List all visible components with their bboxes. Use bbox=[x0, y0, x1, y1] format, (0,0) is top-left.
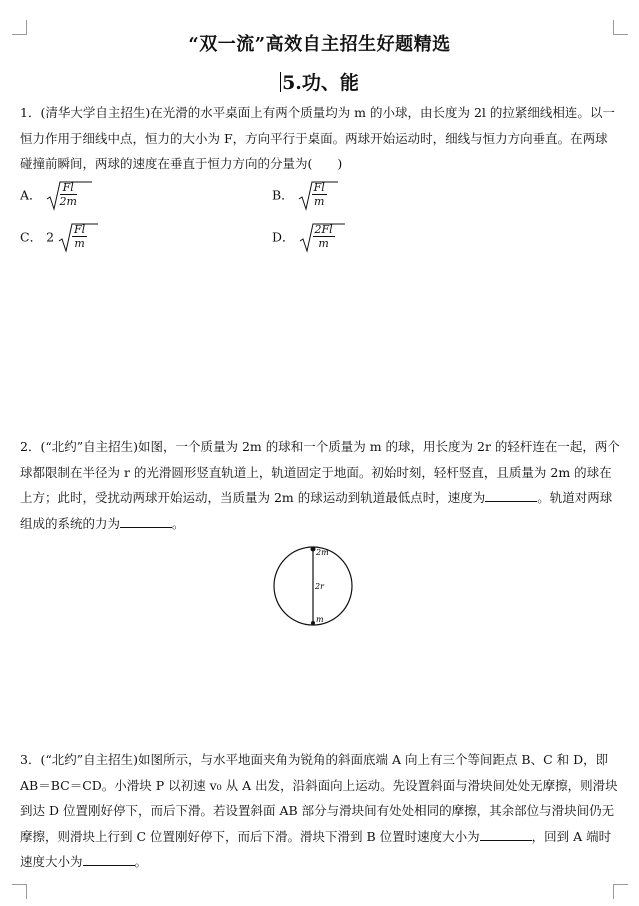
question-3-text bbox=[20, 747, 620, 875]
ball-2m bbox=[311, 547, 316, 552]
question-2-text-c: 。 bbox=[172, 515, 185, 531]
label-2r: 2r bbox=[315, 582, 324, 591]
option-c-denominator: m bbox=[74, 237, 85, 250]
page-corner-mark bbox=[613, 884, 628, 899]
option-d-label: D． bbox=[272, 229, 295, 245]
answer-blank[interactable] bbox=[485, 489, 537, 502]
answer-blank[interactable] bbox=[120, 515, 172, 528]
answer-blank[interactable] bbox=[83, 853, 135, 866]
page-corner-mark bbox=[12, 884, 27, 899]
option-d-formula bbox=[299, 222, 345, 254]
section-title-text: 5.功、能 bbox=[282, 72, 359, 94]
label-m: m bbox=[316, 615, 324, 624]
option-c bbox=[20, 222, 98, 254]
option-d-numerator: 2Fl bbox=[314, 223, 333, 236]
section-title[interactable] bbox=[0, 68, 639, 95]
option-a-denominator: 2m bbox=[59, 195, 77, 208]
option-b-formula bbox=[298, 180, 338, 212]
question-3-text-b: ，回到 A 端时速度大小为 bbox=[20, 828, 612, 869]
option-a bbox=[20, 180, 92, 212]
question-2-text-a: 2．(“北约”自主招生)如图，一个质量为 2m 的球和一个质量为 m 的球，用长度为 2r 的轻杆连在一起，两个球都限制在半径为 r 的光滑圆形竖直轨道上，轨道固定于地面。初始时刻，轻杆竖直，且质量为 2m 的球在上方；此时，受扰动两球开始运动，当质量为 2m 的球运动到轨道最低点时，速度为 bbox=[20, 439, 620, 505]
question-3-text-a: 3．(“北约”自主招生)如图所示，与水平地面夹角为锐角的斜面底端 A 向上有三个等间距点 B、C 和 D，即 AB＝BC＝CD。小滑块 P 以初速 v₀ 从 A 出发，沿斜面向上运动。先设置斜面与滑块间处处无摩擦，则滑块到达 D 位置刚好停下，而后下滑。若设置斜面 AB 部分与滑块间有处处相同的摩擦，其余部位与滑块间仍无摩擦，则滑块上行到 C 位置刚好停下，而后下滑。滑块下滑到 B 位置时速度大小为 bbox=[20, 752, 618, 844]
option-a-numerator: Fl bbox=[60, 181, 77, 195]
option-b-denominator: m bbox=[314, 195, 325, 208]
option-a-label: A． bbox=[20, 187, 42, 203]
option-b-label: B． bbox=[272, 187, 294, 203]
option-c-label: C． bbox=[20, 229, 43, 245]
document-title: “双一流”高效自主招生好题精选 bbox=[188, 34, 451, 55]
option-c-numerator: Fl bbox=[74, 223, 86, 236]
option-c-coefficient: 2 bbox=[46, 229, 55, 245]
option-a-formula bbox=[46, 180, 92, 212]
text-cursor bbox=[280, 72, 281, 92]
question-2-text-b: 。轨道对两球组成的系统的力为 bbox=[20, 490, 613, 531]
ball-m bbox=[311, 621, 315, 625]
question-2-text bbox=[20, 434, 620, 536]
option-b-numerator: Fl bbox=[313, 181, 325, 194]
question-3-text-c: 。 bbox=[134, 854, 148, 869]
answer-blank[interactable] bbox=[480, 828, 532, 841]
label-2m: 2m bbox=[316, 548, 329, 557]
question-1-text: 1．(清华大学自主招生)在光滑的水平桌面上有两个质量均为 m 的小球，由长度为 2l 的拉紧细线相连。以一恒力作用于细线中点，恒力的大小为 F，方向平行于桌面。两球开始运动时，细线与恒力方向垂直。在两球碰撞前瞬间，两球的速度在垂直于恒力方向的分量为( ) bbox=[20, 105, 615, 171]
option-d-denominator: m bbox=[318, 237, 329, 250]
option-c-formula bbox=[58, 222, 98, 254]
option-b bbox=[272, 180, 338, 212]
option-d bbox=[272, 222, 345, 254]
circular-track-figure bbox=[270, 545, 360, 631]
